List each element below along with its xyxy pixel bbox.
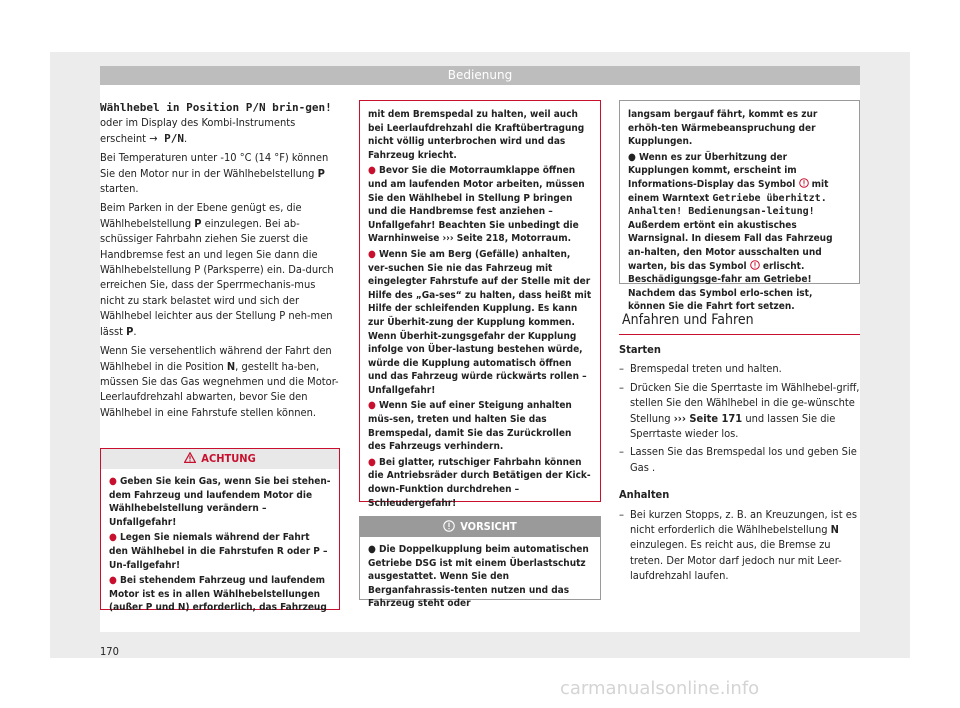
page-reference-link[interactable]: ››› Seite 218, Motorraum — [442, 233, 568, 245]
warning-item: ● Wenn Sie auf einer Steigung anhalten müs-sen, treten und halten Sie das Bremspedal, damit Sie das Zurückrollen des Fahrzeugs verhindern. — [368, 400, 572, 453]
page-header — [100, 66, 860, 85]
caution-box-continued — [619, 100, 860, 313]
warning-item: ● Legen Sie niemals während der Fahrt den Wählhebel in die Fahrstufen R oder P – Un-fallgefahr! — [109, 532, 328, 571]
page-number: 170 — [100, 645, 119, 658]
arrow-icon: → — [149, 131, 158, 145]
caution-continued-body — [620, 101, 859, 322]
warning-item: ● Bevor Sie die Motorraumklappe öffnen und am laufenden Motor arbeiten, müssen Sie den Wählhebel in Stellung P bringen und die Handbremse fest anziehen – Unfallgefahr! Beachten Sie unbedingt die Warnhinweise ››› Seite 218, Motorraum. — [368, 165, 585, 245]
warning-item: ● Wenn Sie am Berg (Gefälle) anhalten, ver-suchen Sie nie das Fahrzeug mit eingelegter Fahrstufe auf der Stelle mit der Hilfe des „Ga-ses“ zu halten, dass heißt mit Hilfe der schleifenden Kupplung. Es kann zur Überhit-zung der Kupplung kommen. Wenn Überhit-zungsgefahr der Kupplung infolge von Über-lastung bestehen würde, würde die Kupplung automatisch öffnen und das Fahrzeug würde rückwärts rollen – Unfallgefahr! — [368, 248, 592, 396]
column-1 — [100, 100, 340, 424]
warning-title: ACHTUNG — [201, 452, 256, 465]
display-message: Wählhebel in Position P/N brin-gen! — [100, 101, 332, 114]
caution-body — [360, 537, 600, 619]
caution-item: ● Wenn es zur Überhitzung der Kupplungen kommt, erscheint im Informations-Display das Symbol mit einem Warntext Getriebe überhitzt. Anhalten! Bedienungsan-leitung! Außerdem ertönt ein akustisches Warnsignal. In diesem Fall das Fahrzeug an-halten, den Motor ausschalten und warten, bis das Symbol erlischt. Beschädigungsge-fahr am Getriebe! Nachdem das Symbol erlo-schen ist, können Sie die Fahrt fort setzen. — [628, 151, 833, 313]
caution-item: ● Die Doppelkupplung beim automatischen Getriebe DSG ist mit einem Überlastschutz ausgestattet. Wenn Sie den Berganfahrassis-tenten nutzen und das Fahrzeug steht oder — [368, 544, 589, 610]
paragraph-3: Beim Parken in der Ebene genügt es, die Wählhebelstellung P einzulegen. Bei ab-schüssiger Fahrbahn ziehen Sie zuerst die Handbremse fest an und legen Sie dann die Wählhebelstellung P (Parksperre) ein. Da-durch erreichen Sie, dass der Sperrmechanis-mus nicht zu stark belastet wird und sich der Wählhebel leichter aus der Stellung P neh-men lässt P. — [100, 201, 334, 338]
section-title: Anfahren und Fahren — [622, 312, 754, 328]
list-item: – Bremspedal treten und halten. — [619, 362, 782, 376]
anhalten-heading: Anhalten — [619, 488, 670, 502]
caution-intro: langsam bergauf fährt, kommt es zur erhöh-ten Wärmebeanspruchung der Kupplungen. — [628, 109, 818, 148]
caution-box — [359, 516, 601, 610]
column-3-text — [619, 342, 860, 587]
warning-box — [100, 448, 340, 614]
info-circle-icon — [443, 520, 455, 532]
warning-body — [101, 469, 339, 623]
starten-heading: Starten — [619, 343, 661, 356]
warning-item: ● Geben Sie kein Gas, wenn Sie bei stehen-dem Fahrzeug und laufendem Motor die Wählhebelstellung verändern – Unfallgefahr! — [109, 476, 331, 528]
paragraph-2: Bei Temperaturen unter -10 °C (14 °F) können Sie den Motor nur in der Wählhebelstellung P starten. — [100, 151, 329, 196]
paragraph-1: Wählhebel in Position P/N brin-gen! oder im Display des Kombi-Instruments erscheint → P/N. — [100, 101, 332, 145]
warning-box-continued — [359, 100, 601, 509]
warning-header — [101, 449, 339, 469]
section-heading — [619, 312, 860, 335]
warning-item: ● Bei stehendem Fahrzeug und laufendem Motor ist es in allen Wählhebelstellungen (außer P und N) erforderlich, das Fahrzeug — [109, 575, 327, 614]
warning-triangle-icon — [184, 452, 196, 463]
paragraph-4: Wenn Sie versehentlich während der Fahrt den Wählhebel in die Position N, gestellt ha-ben, müssen Sie das Gas wegnehmen und die Motor-Leerlaufdrehzahl abwarten, bevor Sie den Wählhebel in eine Fahrstufe stellen können. — [100, 344, 339, 419]
caution-header — [360, 517, 600, 537]
watermark: carmanualsonline.info — [560, 678, 760, 699]
info-symbol-icon — [799, 178, 809, 188]
list-item: – Lassen Sie das Bremspedal los und geben Sie Gas . — [619, 445, 857, 474]
section-divider — [619, 334, 860, 335]
page-reference-link[interactable]: ››› Seite 171 — [673, 411, 743, 425]
info-symbol-icon — [750, 260, 760, 270]
header-title: Bedienung — [447, 68, 513, 82]
warning-intro: mit dem Bremspedal zu halten, weil auch bei Leerlaufdrehzahl die Kraftübertragung nicht völlig unterbrochen wird und das Fahrzeug kriecht. — [368, 109, 585, 161]
caution-title: VORSICHT — [460, 520, 517, 533]
list-item: – Drücken Sie die Sperrtaste im Wählhebel-griff, stellen Sie den Wählhebel in die ge-wünschte Stellung ››› Seite 171 und lassen Sie die Sperrtaste wieder los. — [619, 380, 860, 441]
list-item: – Bei kurzen Stopps, z. B. an Kreuzungen, ist es nicht erforderlich die Wählhebelstellung N einzulegen. Es reicht aus, die Bremse zu treten. Der Motor darf jedoch nur mit Leer-laufdrehzahl laufen. — [619, 507, 857, 583]
warning-text-message: Getriebe überhitzt. Anhalten! Bedienungsan-leitung! — [628, 192, 827, 218]
warning-item: ● Bei glatter, rutschiger Fahrbahn können die Antriebsräder durch Betätigen der Kick-down-Funktion durchdrehen – Schleudergefahr! — [368, 456, 591, 509]
warning-continued-body — [360, 101, 600, 518]
